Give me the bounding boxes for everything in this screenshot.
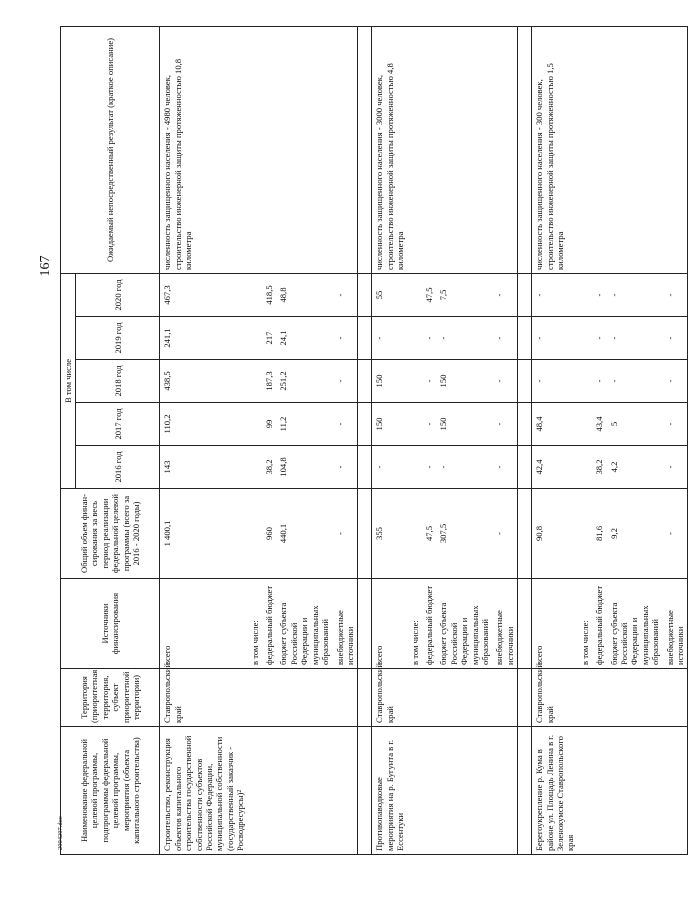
row-year-value: - bbox=[592, 317, 606, 360]
row-territory: Ставропольский край bbox=[160, 669, 248, 727]
row-name bbox=[607, 727, 663, 855]
row-result bbox=[578, 27, 592, 274]
table-row bbox=[333, 27, 358, 855]
row-year-value: 187,3 bbox=[262, 360, 276, 403]
row-name bbox=[276, 727, 332, 855]
row-year-value: - bbox=[663, 274, 688, 317]
spacer-cell bbox=[518, 317, 532, 360]
row-territory bbox=[607, 669, 663, 727]
spacer-cell bbox=[358, 727, 372, 855]
spacer-row bbox=[358, 27, 372, 855]
row-year-value: 5 bbox=[607, 403, 663, 446]
row-source: всего bbox=[532, 579, 578, 669]
table-row bbox=[592, 27, 606, 855]
spacer-cell bbox=[518, 669, 532, 727]
row-territory bbox=[408, 669, 422, 727]
row-year-value: - bbox=[422, 317, 436, 360]
header-result: Ожидаемый непосредственный результат (краткое описание) bbox=[61, 27, 160, 274]
row-total: 1 400,1 bbox=[160, 489, 248, 579]
spacer-cell bbox=[518, 727, 532, 855]
row-result bbox=[248, 27, 262, 274]
row-territory: Ставропольский край bbox=[372, 669, 408, 727]
row-year-value: - bbox=[333, 446, 358, 489]
table-row bbox=[663, 27, 688, 855]
header-year: 2018 год bbox=[76, 360, 160, 403]
header-name: Наименование федеральной целевой программы, подпрограммы федеральной целевой программы, мероприятия (объекта капитального строительства) bbox=[61, 727, 160, 855]
row-total: 90,8 bbox=[532, 489, 578, 579]
row-year-value bbox=[578, 274, 592, 317]
row-source: в том числе: bbox=[408, 579, 422, 669]
spacer-cell bbox=[358, 274, 372, 317]
table-row bbox=[607, 27, 663, 855]
row-source: в том числе: bbox=[248, 579, 262, 669]
row-year-value: - bbox=[663, 360, 688, 403]
row-result bbox=[607, 27, 663, 274]
row-name: Противопаводковые мероприятия на р. Бугунта в г. Ессентуки bbox=[372, 727, 408, 855]
row-year-value: 38,2 bbox=[262, 446, 276, 489]
row-year-value: 48,8 bbox=[276, 274, 332, 317]
row-result bbox=[436, 27, 492, 274]
row-total: 81,6 bbox=[592, 489, 606, 579]
row-year-value: - bbox=[663, 403, 688, 446]
table-body bbox=[160, 27, 688, 855]
header-year: 2017 год bbox=[76, 403, 160, 446]
row-year-value: - bbox=[333, 317, 358, 360]
row-year-value bbox=[248, 360, 262, 403]
row-territory bbox=[663, 669, 688, 727]
footer-code: 2004207.doc bbox=[57, 816, 64, 850]
row-year-value: - bbox=[333, 274, 358, 317]
row-year-value: - bbox=[333, 360, 358, 403]
spacer-row bbox=[518, 27, 532, 855]
row-source: всего bbox=[160, 579, 248, 669]
table-row bbox=[248, 27, 262, 855]
row-total: 307,5 bbox=[436, 489, 492, 579]
row-year-value bbox=[248, 274, 262, 317]
row-year-value: - bbox=[492, 446, 517, 489]
row-year-value bbox=[578, 403, 592, 446]
row-year-value: - bbox=[492, 317, 517, 360]
spacer-cell bbox=[518, 446, 532, 489]
row-year-value: - bbox=[592, 360, 606, 403]
row-year-value: - bbox=[436, 317, 492, 360]
row-territory bbox=[248, 669, 262, 727]
spacer-cell bbox=[358, 403, 372, 446]
rotated-table-page bbox=[38, 30, 686, 855]
row-year-value: - bbox=[532, 274, 578, 317]
row-result bbox=[422, 27, 436, 274]
row-year-value: 150 bbox=[436, 360, 492, 403]
row-year-value: 251,2 bbox=[276, 360, 332, 403]
spacer-cell bbox=[518, 27, 532, 274]
row-year-value: 42,4 bbox=[532, 446, 578, 489]
row-year-value: 24,1 bbox=[276, 317, 332, 360]
row-year-value: - bbox=[492, 360, 517, 403]
row-year-value bbox=[408, 446, 422, 489]
row-total: 47,5 bbox=[422, 489, 436, 579]
spacer-cell bbox=[518, 274, 532, 317]
row-result bbox=[333, 27, 358, 274]
row-year-value: 418,5 bbox=[262, 274, 276, 317]
row-year-value: 150 bbox=[372, 403, 408, 446]
row-year-value: 110,2 bbox=[160, 403, 248, 446]
spacer-cell bbox=[358, 317, 372, 360]
row-year-value: - bbox=[607, 360, 663, 403]
spacer-cell bbox=[358, 489, 372, 579]
row-year-value: - bbox=[372, 446, 408, 489]
row-source: федеральный бюджет bbox=[422, 579, 436, 669]
row-year-value: 99 bbox=[262, 403, 276, 446]
row-source: федеральный бюджет bbox=[592, 579, 606, 669]
spacer-cell bbox=[518, 489, 532, 579]
row-year-value bbox=[408, 360, 422, 403]
row-result bbox=[663, 27, 688, 274]
spacer-cell bbox=[358, 669, 372, 727]
header-year: 2020 год bbox=[76, 274, 160, 317]
row-year-value: 43,4 bbox=[592, 403, 606, 446]
spacer-cell bbox=[358, 446, 372, 489]
row-name bbox=[262, 727, 276, 855]
row-source: внебюджетные источники bbox=[492, 579, 517, 669]
row-year-value bbox=[408, 317, 422, 360]
row-name bbox=[422, 727, 436, 855]
header-year: 2016 год bbox=[76, 446, 160, 489]
row-year-value: - bbox=[422, 403, 436, 446]
row-year-value: 55 bbox=[372, 274, 408, 317]
row-result bbox=[592, 27, 606, 274]
row-source: федеральный бюджет bbox=[262, 579, 276, 669]
spacer-cell bbox=[358, 27, 372, 274]
row-result bbox=[262, 27, 276, 274]
row-year-value: - bbox=[492, 403, 517, 446]
row-year-value bbox=[248, 317, 262, 360]
header-year: 2019 год bbox=[76, 317, 160, 360]
row-year-value: 47,5 bbox=[422, 274, 436, 317]
spacer-cell bbox=[358, 360, 372, 403]
row-result bbox=[492, 27, 517, 274]
program-table bbox=[60, 26, 688, 855]
row-name bbox=[160, 727, 248, 855]
row-year-value bbox=[248, 446, 262, 489]
spacer-cell bbox=[358, 579, 372, 669]
row-year-value: - bbox=[592, 274, 606, 317]
row-territory bbox=[333, 669, 358, 727]
row-year-value: - bbox=[663, 317, 688, 360]
row-year-value bbox=[248, 403, 262, 446]
table-row bbox=[532, 27, 578, 855]
row-total: - bbox=[333, 489, 358, 579]
row-territory bbox=[436, 669, 492, 727]
row-territory: Ставропольский край bbox=[532, 669, 578, 727]
row-source: в том числе: bbox=[578, 579, 592, 669]
row-name bbox=[408, 727, 422, 855]
row-year-value: - bbox=[422, 360, 436, 403]
row-result: численность защищенного населения - 300 человек, строительство инженерной защиты протяженностью 1,5 километра bbox=[532, 27, 578, 274]
spacer-cell bbox=[518, 579, 532, 669]
row-year-value bbox=[578, 317, 592, 360]
row-name bbox=[578, 727, 592, 855]
row-year-value: - bbox=[422, 446, 436, 489]
row-source: бюджет субъекта Российской Федерации и муниципальных образований bbox=[607, 579, 663, 669]
row-name bbox=[248, 727, 262, 855]
header-sources: Источники финансирования bbox=[61, 579, 160, 669]
row-territory bbox=[492, 669, 517, 727]
header-territory: Территория (приоритетная территория, субъект приоритетной территории) bbox=[61, 669, 160, 727]
row-year-value: - bbox=[663, 446, 688, 489]
row-total: 9,2 bbox=[607, 489, 663, 579]
row-year-value bbox=[578, 360, 592, 403]
table-row bbox=[578, 27, 592, 855]
row-year-value: - bbox=[372, 317, 408, 360]
row-total: 355 bbox=[372, 489, 408, 579]
row-year-value: 38,2 bbox=[592, 446, 606, 489]
row-year-value: 241,1 bbox=[160, 317, 248, 360]
row-year-value: - bbox=[607, 317, 663, 360]
row-source: внебюджетные источники bbox=[663, 579, 688, 669]
header-including: В том числе bbox=[61, 274, 76, 489]
row-year-value bbox=[578, 446, 592, 489]
row-year-value: 217 bbox=[262, 317, 276, 360]
row-result: численность защищенного населения - 4980 человек, строительство инженерной защиты протяженностью 10,8 километра bbox=[160, 27, 248, 274]
row-total bbox=[248, 489, 262, 579]
row-result bbox=[408, 27, 422, 274]
row-year-value: 467,3 bbox=[160, 274, 248, 317]
row-year-value: - bbox=[333, 403, 358, 446]
row-year-value: 150 bbox=[436, 403, 492, 446]
row-source: внебюджетные источники bbox=[333, 579, 358, 669]
page-number: 167 bbox=[38, 255, 53, 277]
row-year-value: 11,2 bbox=[276, 403, 332, 446]
row-name: Берегоукрепление р. Кума в районе ул. Площадь Ленина в г. Зеленокумске Ставропольского края bbox=[532, 727, 578, 855]
row-year-value: - bbox=[532, 360, 578, 403]
row-name bbox=[592, 727, 606, 855]
row-total: - bbox=[663, 489, 688, 579]
row-source: бюджет субъекта Российской Федерации и муниципальных образований bbox=[276, 579, 332, 669]
header-total: Общий объем финан-сирования за весь период реализации федеральной целевой программы (всего за 2016 - 2020 годы) bbox=[61, 489, 160, 579]
table-row bbox=[422, 27, 436, 855]
row-year-value: 104,8 bbox=[276, 446, 332, 489]
row-year-value: - bbox=[436, 446, 492, 489]
row-total: 960 bbox=[262, 489, 276, 579]
row-name bbox=[492, 727, 517, 855]
row-year-value: - bbox=[492, 274, 517, 317]
table-row bbox=[276, 27, 332, 855]
row-name bbox=[436, 727, 492, 855]
row-year-value: 143 bbox=[160, 446, 248, 489]
row-result bbox=[276, 27, 332, 274]
table-row bbox=[492, 27, 517, 855]
row-year-value bbox=[408, 274, 422, 317]
row-territory bbox=[578, 669, 592, 727]
row-source: бюджет субъекта Российской Федерации и муниципальных образований bbox=[436, 579, 492, 669]
row-source: всего bbox=[372, 579, 408, 669]
table-row bbox=[262, 27, 276, 855]
table-row bbox=[408, 27, 422, 855]
table-row bbox=[372, 27, 408, 855]
row-year-value: 7,5 bbox=[436, 274, 492, 317]
footnote-mark: 2 bbox=[237, 789, 244, 793]
table-row bbox=[436, 27, 492, 855]
row-year-value: - bbox=[532, 317, 578, 360]
row-territory bbox=[276, 669, 332, 727]
row-year-value: 4,2 bbox=[607, 446, 663, 489]
row-name bbox=[333, 727, 358, 855]
spacer-cell bbox=[518, 360, 532, 403]
row-year-value: - bbox=[607, 274, 663, 317]
row-year-value bbox=[408, 403, 422, 446]
row-year-value: 48,4 bbox=[532, 403, 578, 446]
row-result: численность защищенного населения - 3000 человек, строительство инженерной защиты протяженностью 4,8 километра bbox=[372, 27, 408, 274]
row-total bbox=[578, 489, 592, 579]
row-territory bbox=[592, 669, 606, 727]
row-year-value: 438,5 bbox=[160, 360, 248, 403]
row-total: - bbox=[492, 489, 517, 579]
row-territory bbox=[262, 669, 276, 727]
row-territory bbox=[422, 669, 436, 727]
row-name bbox=[663, 727, 688, 855]
row-year-value: 150 bbox=[372, 360, 408, 403]
row-name-text: Строительство, реконструкция объектов капитального строительства государственной собственности субъектов Российской Федерации, муниципальной собственности (государственный заказчик - Росводресурсы) bbox=[162, 735, 246, 851]
spacer-cell bbox=[518, 403, 532, 446]
table-row bbox=[160, 27, 248, 855]
row-total bbox=[408, 489, 422, 579]
row-total: 440,1 bbox=[276, 489, 332, 579]
